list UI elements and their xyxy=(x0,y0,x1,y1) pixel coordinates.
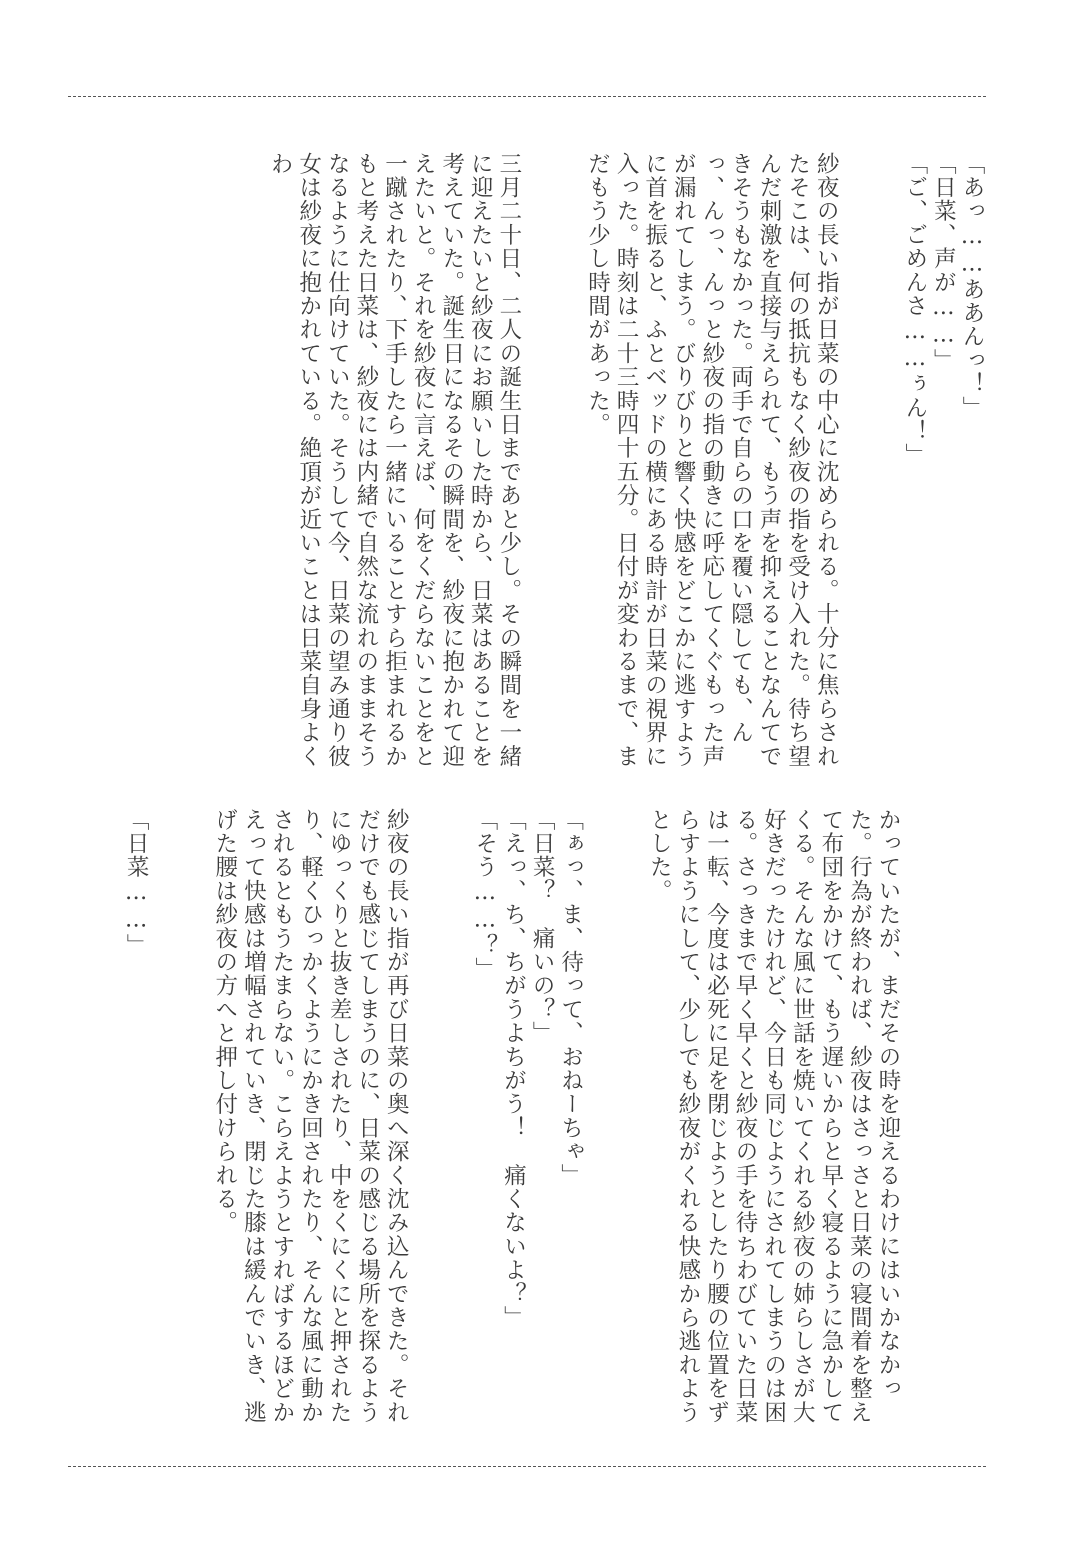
narrative-paragraph: 紗夜の長い指が再び日菜の奥へ深く沈み込んできた。それだけでも感じてしまうのに、日菜の感じる場所を探るようにゆっくりと抜き差しされたり、中をくにくにと押されたり、軽くひっかくようにかき回されたり、そんな風に動かされるともうたまらない。こらえようとすればするほどかえって快感は増幅されていき、閉じた膝は緩んでいき、逃げた腰は紗夜の方へと押し付けられる。 xyxy=(211,808,410,1425)
dialogue-line: 「日菜……」 xyxy=(123,808,150,958)
dialogue-line: 「日菜？ 痛いの？」 xyxy=(529,808,556,1045)
top-dashed-rule xyxy=(68,96,986,97)
upper-text-block xyxy=(136,152,986,772)
dialogue-line: 「ぁっ、ま、待って、おねーちゃ」 xyxy=(557,808,584,1188)
dialogue-line: 「日菜、声が……」 xyxy=(930,152,957,373)
dialogue-line: 「そう……？」 xyxy=(471,808,498,981)
dialogue-line: 「ご、ごめんさ……ぅん！」 xyxy=(901,152,928,468)
narrative-paragraph: かっていたが、まだその時を迎えるわけにはいかなかった。行為が終われば、紗夜はさっさと日菜の寝間着を整えて布団をかけて、もう遅いからと早く寝るように急かしてくる。そんな風に世話を焼いてくれる紗夜の姉らしさが大好きだったけれど、今日も同じようにされてしまうのは困る。さっきまで早く早くと紗夜の手を待ちわびていた日菜は一転、今度は必死に足を閉じようとしたり腰の位置をずらすようにして、少しでも紗夜がくれる快感から逃れようとした。 xyxy=(646,808,901,1425)
dialogue-line: 「あっ……ああんっ！」 xyxy=(959,152,985,420)
dialogue-line: 「えっ、ち、ちがうよちがう！ 痛くないよ？」 xyxy=(500,808,527,1330)
bottom-dashed-rule xyxy=(68,1466,986,1467)
lower-text-block xyxy=(123,808,902,1438)
narrative-paragraph: 三月二十日、二人の誕生日まであと少し。その瞬間を一緒に迎えたいと紗夜にお願いした時から、日菜はあることを考えていた。誕生日になるその瞬間を、紗夜に抱かれて迎えたいと。それを紗夜に言えば、何をくだらないことをと一蹴されたり、下手したら一緒にいることすら拒まれるかもと考えた日菜は、紗夜には内緒で自然な流れのままそうなるように仕向けていた。そうして今、日菜の望み通り彼女は紗夜に抱かれている。絶頂が近いことは日菜自身よくわ xyxy=(267,152,522,769)
narrative-paragraph: 紗夜の長い指が日菜の中心に沈められる。十分に焦らされたそこは、何の抵抗もなく紗夜の指を受け入れた。待ち望んだ刺激を直接与えられて、もう声を抑えることなんてできそうもなかった。両手で自らの口を覆い隠しても、んっ、んっ、んっと紗夜の指の動きに呼応してくぐもった声が漏れてしまう。びりびりと響く快感をどこかに逃すように首を振ると、ふとベッドの横にある時計が日菜の視界に入った。時刻は二十三時四十五分。日付が変わるまで、まだもう少し時間があった。 xyxy=(584,152,840,769)
